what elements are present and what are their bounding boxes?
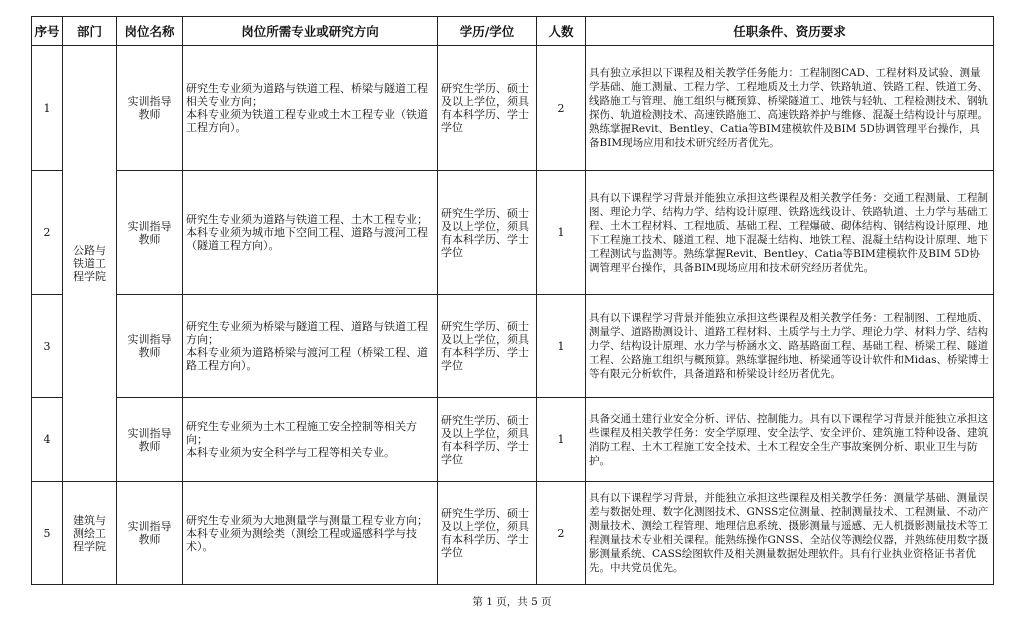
row-edu [438, 171, 537, 295]
row-major [183, 46, 438, 171]
row-seq: 3 [32, 295, 63, 398]
row-edu [438, 295, 537, 398]
row-major [183, 398, 438, 482]
major-text: 研究生专业须为道路与铁道工程、土木工程专业； 本科专业须为城市地下空间工程、道路与渡河工程（隧道工程方向）。 [186, 213, 428, 252]
row-seq: 4 [32, 398, 63, 482]
dept-label: 公路与铁道工程学院 [73, 244, 106, 283]
header-edu: 学历/学位 [438, 17, 537, 46]
table-row [32, 398, 994, 482]
edu-text: 研究生学历、硕士及以上学位，须具有本科学历、学士学位 [441, 320, 529, 372]
major-text: 研究生专业须为大地测量学与测量工程专业方向； 本科专业须为测绘类（测绘工程或遥感科学与技术）。 [186, 513, 428, 553]
row-position [117, 46, 183, 171]
row-position [117, 482, 183, 585]
position-label: 实训指导教师 [127, 426, 172, 453]
major-text: 研究生专业须为土木工程施工安全控制等相关方向； 本科专业须为安全科学与工程等相关专业。 [186, 420, 417, 459]
row-count: 1 [537, 295, 586, 398]
edu-text: 研究生学历、硕士及以上学位，须具有本科学历、学士学位 [441, 206, 529, 259]
row-req [586, 482, 994, 585]
req-text: 具有以下课程学习背景，并能独立承担这些课程及相关教学任务：测量学基础、测量误差与数据处理、数字化测图技术、GNSS定位测量、控制测量技术、工程测量、不动产测量技术、测绘工程管理、地理信息系统、摄影测量与遥感、无人机摄影测量技术等工程测量技术专业相关课程。能熟练操作GNSS、全站仪等测绘仪器，并熟练使用数字摄影测量系统、CASS绘图软件及相关测量数据处理软件。具有行业执业资格证书者优先。中共党员优先。 [589, 492, 989, 574]
header-count: 人数 [537, 17, 586, 46]
row-position [117, 398, 183, 482]
req-text: 具有独立承担以下课程及相关教学任务能力：工程制图CAD、工程材料及试验、测量学基础、施工测量、工程力学、工程地质及土力学、铁路轨道、铁路工程、铁道工务、线路施工与管理、施工组织与概预算、桥梁隧道工、地铁与轻轨、工程检测技术、钢轨探伤、轨道检测技术、高速铁路施工、高速铁路养护与维修、混凝土结构设计与原理。熟练掌握Revit、Bentley、Catia等BIM建模软件及BIM 5D协调管理平台操作，具备BIM现场应用和技术研究经历者优先。 [589, 67, 988, 149]
row-req [586, 171, 994, 295]
edu-text: 研究生学历、硕士及以上学位，须具有本科学历、学士学位 [441, 413, 529, 466]
table-row [32, 171, 994, 295]
position-label: 实训指导教师 [127, 333, 172, 359]
row-major [183, 171, 438, 295]
row-position [117, 295, 183, 398]
req-text: 具备交通土建行业安全分析、评估、控制能力。具有以下课程学习背景并能独立承担这些课程及相关教学任务：安全学原理、安全法学、安全评价、建筑施工特种设备、建筑消防工程、土木工程施工安全技术、土木工程安全生产事故案例分析、职业卫生与防护。 [589, 412, 988, 467]
header-dept: 部门 [63, 17, 117, 46]
page-footer: 第 1 页，共 5 页 [472, 596, 552, 608]
dept-label: 建筑与测绘工程学院 [73, 513, 106, 553]
edu-text: 研究生学历、硕士及以上学位，须具有本科学历、学士学位 [441, 82, 529, 134]
header-seq: 序号 [32, 17, 63, 46]
row-req [586, 295, 994, 398]
row-dept [63, 482, 117, 585]
row-seq: 1 [32, 46, 63, 171]
row-edu [438, 398, 537, 482]
row-seq: 5 [32, 482, 63, 585]
position-label: 实训指导教师 [127, 219, 172, 246]
row-count: 2 [537, 482, 586, 585]
row-count: 1 [537, 398, 586, 482]
row-major [183, 482, 438, 585]
header-position: 岗位名称 [117, 17, 183, 46]
table-row [32, 482, 994, 585]
row-dept [63, 46, 117, 482]
row-position [117, 171, 183, 295]
row-edu [438, 46, 537, 171]
recruitment-table [31, 16, 994, 585]
row-count: 2 [537, 46, 586, 171]
major-text: 研究生专业须为桥梁与隧道工程、道路与铁道工程方向； 本科专业须为道路桥梁与渡河工程（桥梁工程、道路工程方向）。 [186, 320, 428, 372]
req-text: 具有以下课程学习背景并能独立承担这些课程及相关教学任务：工程制图、工程地质、测量学、道路勘测设计、道路工程材料、土质学与土力学、理论力学、材料力学、结构力学、结构设计原理、水力学与桥涵水文、路基路面工程、基础工程、桥梁工程、隧道工程、公路施工组织与概预算。熟练掌握纬地、桥梁通等设计软件和Midas、桥梁博士等有限元分析软件，具备道路和桥梁设计经历者优先。 [589, 312, 989, 380]
row-req [586, 398, 994, 482]
req-text: 具有以下课程学习背景并能独立承担这些课程及相关教学任务：交通工程测量、工程制图、理论力学、结构力学、结构设计原理、铁路选线设计、铁路轨道、土力学与基础工程、土木工程材料、工程地质、基础工程、工程爆破、砌体结构、钢结构设计原理、地下工程施工技术、隧道工程、地下混凝土结构、地铁工程、混凝土结构设计原理、地下工程测试与监测等。熟练掌握Revit、Bentley、Catia等BIM建模软件及BIM 5D协调管理平台操作，具备BIM现场应用和技术研究经历者优先。 [589, 191, 988, 274]
row-seq: 2 [32, 171, 63, 295]
major-text: 研究生专业须为道路与铁道工程、桥梁与隧道工程相关专业方向； 本科专业须为铁道工程专业或土木工程专业（铁道工程方向）。 [186, 82, 428, 134]
table-row [32, 46, 994, 171]
table-row [32, 295, 994, 398]
header-req: 任职条件、资历要求 [586, 17, 994, 46]
row-req [586, 46, 994, 171]
row-major [183, 295, 438, 398]
edu-text: 研究生学历、硕士及以上学位，须具有本科学历、学士学位 [441, 507, 529, 559]
header-row [32, 17, 994, 46]
header-major: 岗位所需专业或研究方向 [183, 17, 438, 46]
position-label: 实训指导教师 [127, 520, 172, 546]
position-label: 实训指导教师 [127, 95, 172, 121]
row-edu [438, 482, 537, 585]
row-count: 1 [537, 171, 586, 295]
